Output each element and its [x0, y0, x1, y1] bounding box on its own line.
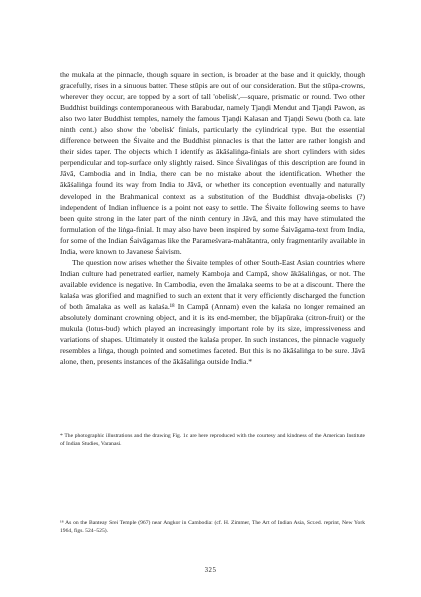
footnote-18: ¹⁸ As on the Banteay Srei Temple (967) near Angkor in Cambodia: (cf. H. Zimmer, The Art of Indian Asia, Scr.ed. reprint, New York 1964, figs. 524–525). — [60, 520, 365, 535]
main-text — [60, 69, 365, 367]
footnote-star: * The photographic illustrations and the drawing Fig. 1c are here reproduced with the courtesy and kindness of the American Institute of Indian Studies, Varanasi. — [60, 433, 365, 448]
paragraph-1: the mukala at the pinnacle, though square in section, is broader at the base and it quickly, though gracefully, rises in a sinuous batter. These stūpis are out of our consideration. But the stūpa-crowns, wherever they occur, are topped by a sort of tall 'obelisk',—square, prismatic or round. Two other Buddhist buildings contemporaneous with Barabudar, namely Tjaṇḍi Mendut and Tjaṇḍi Pawon, as also two later Buddhist temples, namely the famous Tjaṇḍi Kalasan and Tjaṇḍi Sewu (both ca. late ninth cent.) also show the 'obelisk' finials, particularly the cylindrical type. But the essential difference between the Śivaite and the Buddhist pinnacles is that the latter are rather longish and their sides taper. The objects which I identify as ākāśaliṅga-finials are short cylinders with sides perpendicular and top-surface only slightly raised. Since Śivaliṅgas of this description are found in Jāvā, Cambodia and in India, there can be no mistake about the identification. Whether the ākāśaliṅga found its way from India to Jāvā, or whether its conception eventually and naturally developed in the Brahmanical context as a substitution of the Buddhist dhvaja-obelisks (?) independent of Indian influence is a point not easy to settle. The Śivaite following seems to have been quite strong in the later part of the ninth century in Jāvā, and this may have stimulated the formulation of the liṅga-finial. It may also have been inspired by some Śaivāgama-text from India, for some of the Indian Śaivāgamas like the Parameśvara-mahātantra, only fragmentarily available in India, were known to Javanese Śaivism. — [60, 70, 365, 256]
page-number: 325 — [204, 567, 217, 574]
paragraph-2: The question now arises whether the Śivaite temples of other South-East Asian countries where Indian culture had penetrated earlier, namely Kamboja and Campā, show ākāśaliṅgas, or not. The available evidence is negative. In Cambodia, even the āmalaka seems to be at a discount. There the kalaśa was glorified and magnified to such an extent that it very efficiently discharged the function of both āmalaka as well as kalaśa.¹⁸ In Campā (Annam) even the kalaśa no longer remained an absolutely dominant crowning object, and it is its end-member, the bījapūraka (citron-fruit) or the mukula (lotus-bud) which played an increasingly important role by its size, impressiveness and variations of shapes. Ultimately it ousted the kalaśa proper. In such instances, the pinnacle vaguely resembles a liṅga, though pointed and sometimes faceted. But this is no ākāśaliṅga to be sure. Jāvā alone, then, presents instances of the ākāśaliṅga outside India.* — [60, 257, 365, 367]
